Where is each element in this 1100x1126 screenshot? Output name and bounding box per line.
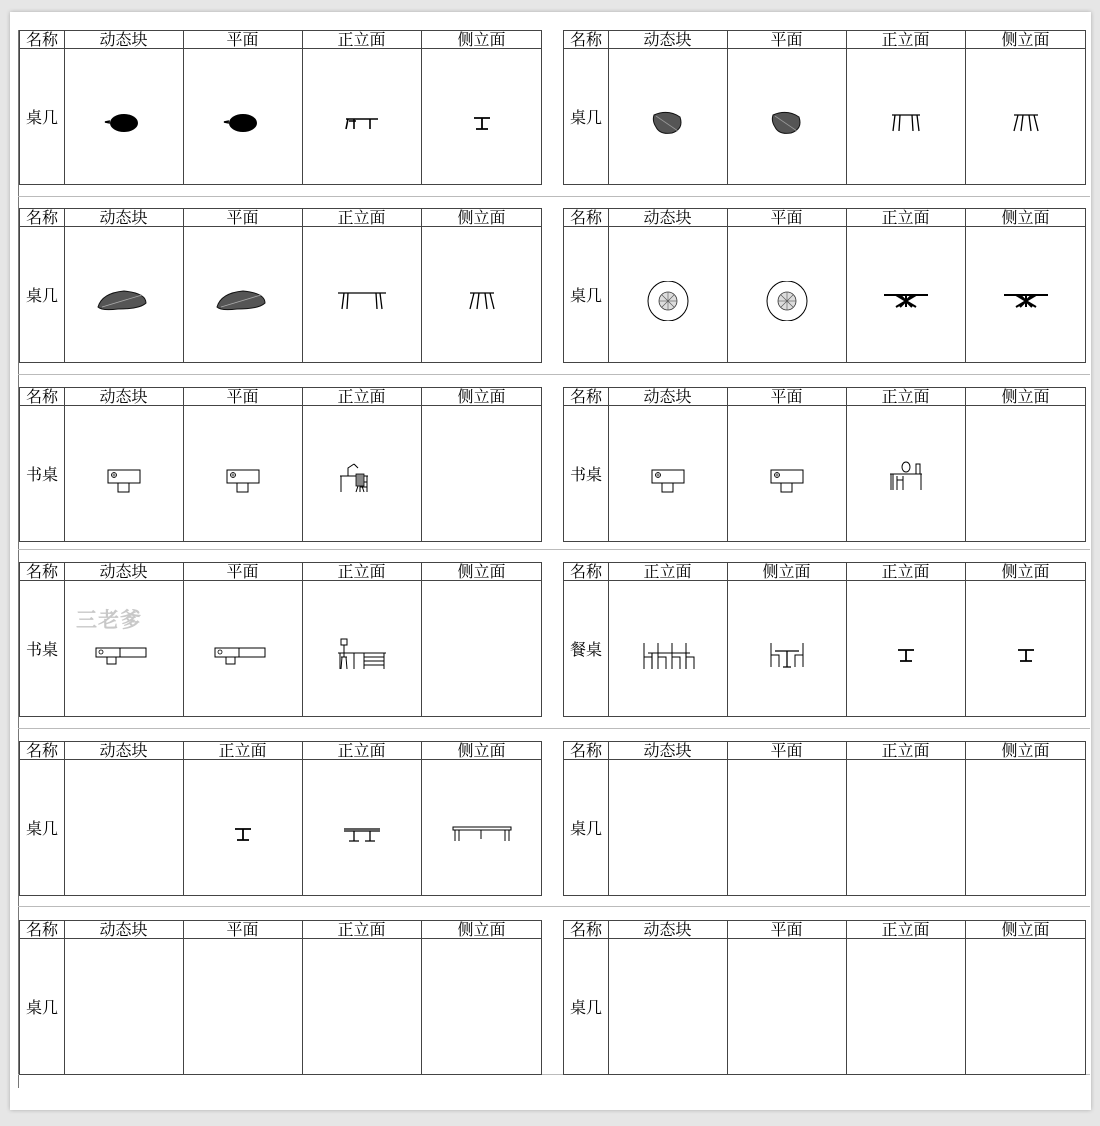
column-header: 名称 xyxy=(564,209,608,227)
long-table-elevation-icon[interactable] xyxy=(332,281,392,321)
column-divider xyxy=(183,742,184,895)
item-name: 桌几 xyxy=(25,998,58,1017)
column-header: 侧立面 xyxy=(965,388,1086,406)
column-divider xyxy=(965,388,966,541)
column-header: 平面 xyxy=(183,388,302,406)
column-header: 正立面 xyxy=(846,388,965,406)
column-divider xyxy=(302,921,303,1074)
item-name: 桌几 xyxy=(569,108,602,127)
column-header: 侧立面 xyxy=(965,921,1086,939)
column-header: 动态块 xyxy=(64,563,183,581)
cross-base-elevation-icon[interactable] xyxy=(876,281,936,321)
column-divider xyxy=(64,742,65,895)
bench-elevation-icon[interactable] xyxy=(452,814,512,854)
column-header: 侧立面 xyxy=(421,388,542,406)
pedestal-elevation-icon[interactable] xyxy=(996,635,1056,675)
column-divider xyxy=(64,31,65,184)
item-name: 书桌 xyxy=(25,465,58,484)
column-header: 平面 xyxy=(727,388,846,406)
column-divider xyxy=(421,563,422,716)
column-divider xyxy=(421,742,422,895)
column-divider xyxy=(608,31,609,184)
row-separator xyxy=(18,374,1090,375)
column-divider xyxy=(846,921,847,1074)
block-table xyxy=(563,920,1086,1075)
column-divider xyxy=(846,742,847,895)
column-header: 名称 xyxy=(20,209,64,227)
column-divider xyxy=(608,921,609,1074)
column-divider xyxy=(421,209,422,362)
column-header: 平面 xyxy=(727,742,846,760)
column-header: 动态块 xyxy=(608,31,727,49)
column-header: 正立面 xyxy=(846,31,965,49)
block-table xyxy=(563,30,1086,185)
desk-with-mirror-elevation-icon[interactable] xyxy=(876,460,936,500)
desk-with-lamp-elevation-icon[interactable] xyxy=(332,460,392,500)
column-header: 平面 xyxy=(727,209,846,227)
column-divider xyxy=(183,31,184,184)
column-divider xyxy=(965,563,966,716)
column-header: 侧立面 xyxy=(965,742,1086,760)
column-header: 侧立面 xyxy=(421,209,542,227)
pedestal-elevation-icon[interactable] xyxy=(452,103,512,143)
double-pedestal-elevation-icon[interactable] xyxy=(332,814,392,854)
column-header: 侧立面 xyxy=(965,31,1086,49)
column-header: 动态块 xyxy=(608,742,727,760)
header-divider xyxy=(564,226,1085,227)
column-divider xyxy=(302,563,303,716)
column-header: 动态块 xyxy=(64,209,183,227)
block-table xyxy=(19,562,542,717)
column-header: 动态块 xyxy=(608,388,727,406)
column-header: 名称 xyxy=(564,921,608,939)
column-divider xyxy=(421,921,422,1074)
header-divider xyxy=(564,580,1085,581)
desk-with-drawers-elevation-icon[interactable] xyxy=(332,635,392,675)
column-header: 平面 xyxy=(727,921,846,939)
column-divider xyxy=(727,563,728,716)
block-table xyxy=(19,208,542,363)
column-divider xyxy=(64,388,65,541)
four-leg-elevation-icon[interactable] xyxy=(876,103,936,143)
header-divider xyxy=(564,48,1085,49)
row-separator xyxy=(18,728,1090,729)
column-header: 名称 xyxy=(20,742,64,760)
column-header: 平面 xyxy=(183,921,302,939)
column-header: 动态块 xyxy=(64,921,183,939)
column-divider xyxy=(965,209,966,362)
column-divider xyxy=(302,209,303,362)
column-divider xyxy=(608,742,609,895)
header-divider xyxy=(20,580,541,581)
long-desk-plan-icon[interactable] xyxy=(94,635,154,675)
column-header: 平面 xyxy=(183,563,302,581)
column-divider xyxy=(846,31,847,184)
block-table xyxy=(563,562,1086,717)
column-divider xyxy=(421,388,422,541)
oval-black-icon[interactable] xyxy=(94,103,154,143)
column-header: 侧立面 xyxy=(727,563,846,581)
desk-plan-icon[interactable] xyxy=(638,460,698,500)
column-divider xyxy=(846,209,847,362)
column-divider xyxy=(965,31,966,184)
column-header: 平面 xyxy=(183,31,302,49)
column-divider xyxy=(727,921,728,1074)
column-divider xyxy=(727,31,728,184)
block-table xyxy=(19,920,542,1075)
column-header: 名称 xyxy=(20,388,64,406)
item-name: 桌几 xyxy=(25,819,58,838)
block-table xyxy=(563,387,1086,542)
column-header: 正立面 xyxy=(846,209,965,227)
column-header: 动态块 xyxy=(608,921,727,939)
column-header: 平面 xyxy=(183,209,302,227)
column-divider xyxy=(183,921,184,1074)
header-divider xyxy=(20,759,541,760)
header-divider xyxy=(20,405,541,406)
header-divider xyxy=(20,226,541,227)
column-divider xyxy=(64,563,65,716)
column-header: 正立面 xyxy=(846,563,965,581)
column-header: 动态块 xyxy=(608,209,727,227)
header-divider xyxy=(20,48,541,49)
column-header: 名称 xyxy=(564,31,608,49)
column-divider xyxy=(846,388,847,541)
row-separator xyxy=(18,196,1090,197)
header-divider xyxy=(564,405,1085,406)
column-header: 正立面 xyxy=(608,563,727,581)
header-divider xyxy=(20,938,541,939)
column-header: 正立面 xyxy=(302,209,421,227)
column-header: 名称 xyxy=(20,563,64,581)
column-header: 正立面 xyxy=(302,921,421,939)
column-header: 正立面 xyxy=(846,742,965,760)
column-header: 侧立面 xyxy=(421,921,542,939)
round-table-plan-icon[interactable] xyxy=(638,281,698,321)
desk-plan-icon[interactable] xyxy=(94,460,154,500)
column-header: 侧立面 xyxy=(421,31,542,49)
leaf-shape-icon[interactable] xyxy=(213,281,273,321)
column-header: 动态块 xyxy=(64,388,183,406)
splayed-leg-elevation-icon[interactable] xyxy=(452,281,512,321)
pebble-shape-icon[interactable] xyxy=(757,103,817,143)
block-table xyxy=(19,387,542,542)
item-name: 书桌 xyxy=(569,465,602,484)
column-divider xyxy=(421,31,422,184)
pedestal-elevation-icon[interactable] xyxy=(213,814,273,854)
desk-plan-icon[interactable] xyxy=(757,460,817,500)
item-name: 桌几 xyxy=(569,286,602,305)
pebble-shape-icon[interactable] xyxy=(638,103,698,143)
pedestal-elevation-icon[interactable] xyxy=(876,635,936,675)
column-divider xyxy=(183,563,184,716)
item-name: 书桌 xyxy=(25,640,58,659)
column-header: 动态块 xyxy=(64,742,183,760)
long-desk-plan-icon[interactable] xyxy=(213,635,273,675)
item-name: 桌几 xyxy=(569,819,602,838)
column-divider xyxy=(183,388,184,541)
oval-black-icon[interactable] xyxy=(213,103,273,143)
column-header: 侧立面 xyxy=(421,563,542,581)
column-divider xyxy=(846,563,847,716)
column-header: 正立面 xyxy=(846,921,965,939)
column-divider xyxy=(302,388,303,541)
column-divider xyxy=(965,742,966,895)
column-divider xyxy=(727,742,728,895)
column-header: 名称 xyxy=(20,31,64,49)
round-table-plan-icon[interactable] xyxy=(757,281,817,321)
column-header: 名称 xyxy=(20,921,64,939)
header-divider xyxy=(564,759,1085,760)
dining-set-elevation-icon[interactable] xyxy=(638,635,698,675)
item-name: 桌几 xyxy=(25,108,58,127)
column-header: 名称 xyxy=(564,742,608,760)
column-divider xyxy=(302,742,303,895)
column-header: 名称 xyxy=(564,388,608,406)
column-header: 正立面 xyxy=(302,388,421,406)
column-divider xyxy=(183,209,184,362)
column-divider xyxy=(64,209,65,362)
dining-set-side-icon[interactable] xyxy=(757,635,817,675)
block-table xyxy=(563,741,1086,896)
column-header: 正立面 xyxy=(302,31,421,49)
column-header: 正立面 xyxy=(302,742,421,760)
column-header: 正立面 xyxy=(302,563,421,581)
column-header: 平面 xyxy=(727,31,846,49)
header-divider xyxy=(564,938,1085,939)
column-divider xyxy=(965,921,966,1074)
column-divider xyxy=(608,209,609,362)
item-name: 桌几 xyxy=(569,998,602,1017)
row-separator xyxy=(18,549,1090,550)
column-divider xyxy=(302,31,303,184)
column-header: 侧立面 xyxy=(421,742,542,760)
column-header: 侧立面 xyxy=(965,563,1086,581)
column-header: 动态块 xyxy=(64,31,183,49)
item-name: 餐桌 xyxy=(569,640,602,659)
column-divider xyxy=(64,921,65,1074)
leaf-shape-icon[interactable] xyxy=(94,281,154,321)
column-header: 名称 xyxy=(564,563,608,581)
splayed-leg-elevation-icon[interactable] xyxy=(996,103,1056,143)
column-header: 侧立面 xyxy=(965,209,1086,227)
column-header: 正立面 xyxy=(183,742,302,760)
block-table xyxy=(19,741,542,896)
column-divider xyxy=(608,563,609,716)
column-divider xyxy=(727,388,728,541)
row-separator xyxy=(18,906,1090,907)
block-table xyxy=(19,30,542,185)
watermark: 三老爹 xyxy=(76,608,142,632)
cross-base-elevation-icon[interactable] xyxy=(996,281,1056,321)
console-elevation-icon[interactable] xyxy=(332,103,392,143)
item-name: 桌几 xyxy=(25,286,58,305)
block-table xyxy=(563,208,1086,363)
column-divider xyxy=(727,209,728,362)
desk-plan-icon[interactable] xyxy=(213,460,273,500)
column-divider xyxy=(608,388,609,541)
